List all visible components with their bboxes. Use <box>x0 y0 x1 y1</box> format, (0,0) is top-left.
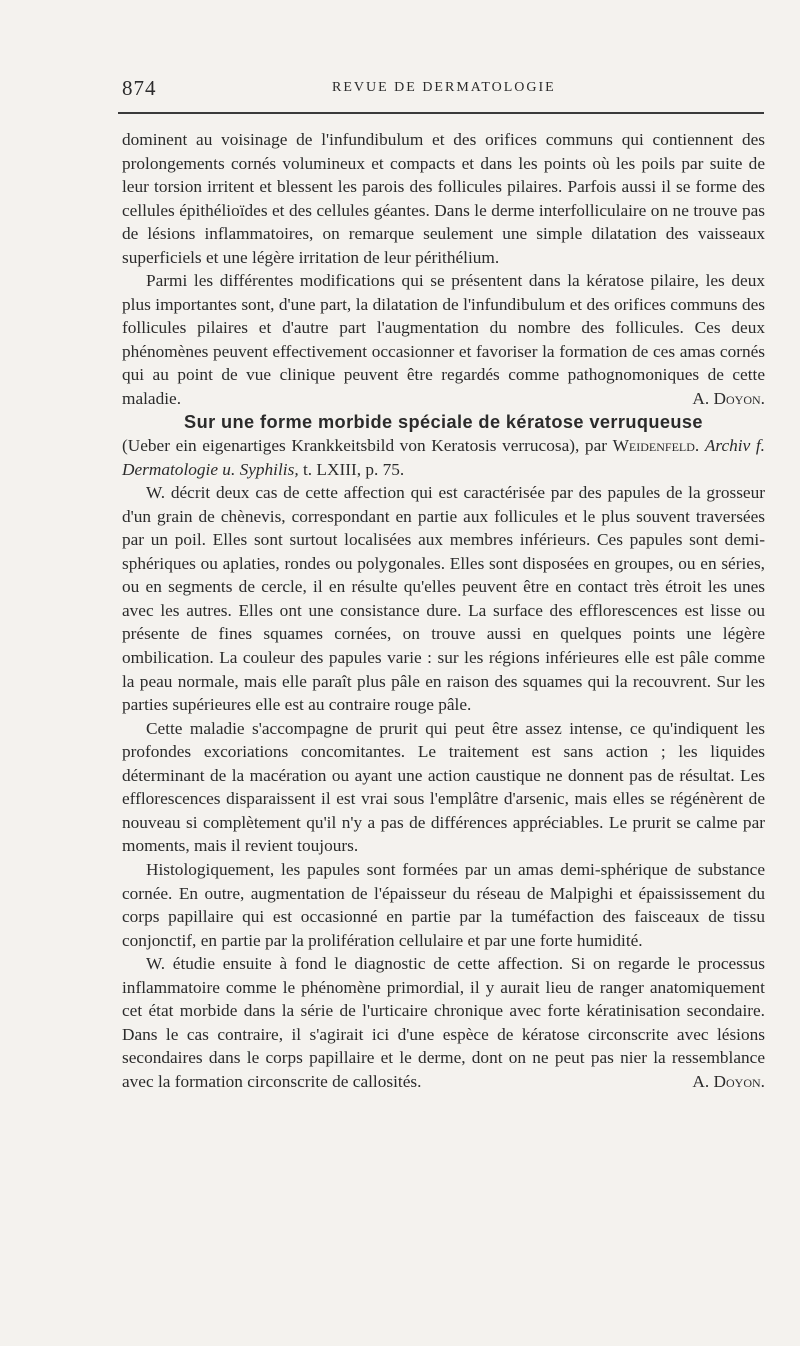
paragraph-text: dominent au voisinage de l'infundibulum et des orifices communs qui contiennent des prolongements cornés volumineux et compacts et dans les points où les poils par suite de leur torsion irritent et blessent les parois des follicules pilaires. Parfois aussi il se forme des cellules épithélioïdes et des cellules géantes. Dans le derme interfolliculaire on ne trouve pas de lésions inflammatoires, on remarque seulement une simple dilatation des vaisseaux superficiels et une légère irritation de leur périthélium. <box>122 130 765 267</box>
paragraph <box>122 481 765 716</box>
page-header <box>122 76 764 100</box>
paragraph <box>122 858 765 952</box>
paragraph-text: W. étudie ensuite à fond le diagnostic de cette affection. Si on regarde le processus inflammatoire comme le phénomène primordial, il y aurait lieu de ranger anatomiquement cet état morbide dans la série de l'urticaire chronique avec forte kératinisation secondaire. Dans le cas contraire, il s'agirait ici d'une espèce de kératose circonscrite avec lésions secondaires dans le corps papillaire et le derme, dont on ne peut pas nier la ressemblance avec la formation circonscrite de callosités. <box>122 954 765 1091</box>
paragraph-text: Parmi les différentes modifications qui se présentent dans la kératose pilaire, les deux plus importantes sont, d'une part, la dilatation de l'infundibulum et des orifices communs des follicules pilaires et d'autre part l'augmentation du nombre des follicules. Ces deux phénomènes peuvent effectivement occasionner et favoriser la formation de ces amas cornés qui au point de vue clinique peuvent être regardés comme pathognomoniques de cette maladie. <box>122 271 765 409</box>
paragraph <box>122 269 765 410</box>
signature: A. Doyon. <box>692 389 765 409</box>
paragraph <box>122 128 765 269</box>
article-title: Sur une forme morbide spéciale de kératose verruqueuse <box>184 411 703 432</box>
reference: t. LXIII, p. 75. <box>302 459 405 479</box>
header-rule <box>118 112 764 114</box>
paragraph-text: Cette maladie s'accompagne de prurit qui peut être assez intense, ce qu'indiquent les profondes excoriations concomitantes. Le traitement est sans action ; les liquides déterminant de la macération ou ayant une action caustique ne donnent pas de résultat. Les efflorescences disparaissent il est vrai sous l'emplâtre d'arsenic, mais elles se régénèrent de nouveau si complètement qu'il n'y a pas de différences appréciables. Le prurit se calme par moments, mais il revient toujours. <box>122 718 765 856</box>
signature: A. Doyon. <box>692 1071 765 1091</box>
page-number: 874 <box>122 76 157 100</box>
article-subtitle <box>122 434 765 481</box>
paragraph <box>122 952 765 1093</box>
paragraph-text: W. décrit deux cas de cette affection qui est caractérisée par des papules de la grosseur d'un grain de chènevis, correspondant en partie aux follicules et le plus souvent traversées par un poil. Elles sont surtout localisées aux membres inférieurs. Ces papules sont demi-sphériques ou aplaties, rondes ou polygonales. Elles sont disposées en groupes, ou en séries, ou en segments de cercle, il en résulte qu'elles peuvent être en contact très étroit les unes avec les autres. Elles ont une consistance dure. La surface des efflorescences est lisse ou présente de fines squames cornées, on trouve aussi en quelques points une légère ombilication. La couleur des papules varie : sur les régions inférieures elle est pâle comme la peau normale, mais elle paraît plus pâle en raison des squames qui la recouvrent. Sur les parties supérieures elle est au contraire rouge pâle. <box>122 483 765 715</box>
running-title: REVUE DE DERMATOLOGIE <box>332 80 556 95</box>
subtitle-text: (Ueber ein eigenartiges Krankkeitsbild von Keratosis verrucosa), par <box>122 436 607 456</box>
page-body <box>122 128 765 1093</box>
author-name: Weidenfeld. <box>612 436 700 456</box>
paragraph-text: Histologiquement, les papules sont formées par un amas demi-sphérique de substance cornée. En outre, augmentation de l'épaisseur du réseau de Malpighi et épaississement du corps papillaire qui est occasionné en partie par la tuméfaction des faisceaux de tissu conjonctif, en partie par la prolifération cellulaire et par une forte humidité. <box>122 859 765 950</box>
journal-name: Archiv f. Dermatologie u. Syphilis, <box>122 436 765 479</box>
paragraph <box>122 717 765 858</box>
